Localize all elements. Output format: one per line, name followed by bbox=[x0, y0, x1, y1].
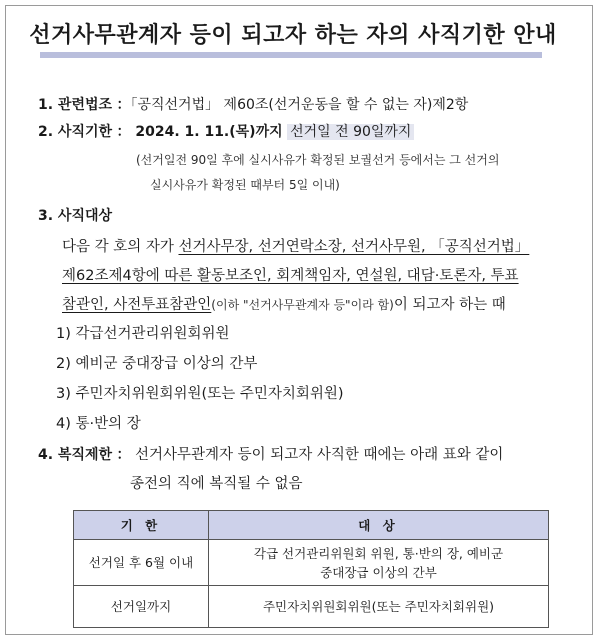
restore-colon: ： bbox=[116, 447, 131, 463]
law-label: 1. 관련법조 bbox=[38, 97, 113, 113]
targets-line-2: 제62조제4항에 따른 활동보조인, 회계책임자, 연설원, 대담·토론자, 투표 bbox=[62, 268, 519, 284]
table-cell-period: 선거일까지 bbox=[74, 586, 209, 628]
targets-line1-underlined: 선거사무장, 선거연락소장, 선거사무원, 「공직선거법」 bbox=[178, 239, 530, 255]
table-header-target: 대 상 bbox=[209, 511, 549, 540]
law-value: 「공직선거법」 제60조(선거운동을 할 수 없는 자)제2항 bbox=[130, 97, 469, 113]
targets-line1-prefix: 다음 각 호의 자가 bbox=[62, 239, 174, 255]
title-underline bbox=[40, 52, 542, 58]
targets-line3-note: (이하 "선거사무관계자 등"이라 함) bbox=[211, 298, 394, 312]
targets-line3-suffix: 이 되고자 하는 때 bbox=[393, 297, 506, 313]
targets-label: 3. 사직대상 bbox=[38, 208, 113, 224]
deadline-value: ： 2024. 1. 11.(목)까지 bbox=[116, 124, 283, 140]
deadline-line bbox=[38, 121, 414, 141]
targets-line-1 bbox=[62, 235, 529, 256]
table-row bbox=[74, 586, 549, 628]
restore-text-1: 선거사무관계자 등이 되고자 사직한 때에는 아래 표와 같이 bbox=[134, 447, 504, 463]
table-cell-target bbox=[209, 586, 549, 628]
law-colon: ： bbox=[116, 97, 131, 113]
law-line bbox=[38, 94, 468, 114]
restore-line-1 bbox=[38, 443, 503, 464]
deadline-label: 2. 사직기한 bbox=[38, 124, 113, 140]
targets-item-3: 3) 주민자치위원회위원(또는 주민자치회위원) bbox=[56, 386, 344, 402]
table-cell-period: 선거일 후 6월 이내 bbox=[74, 540, 209, 586]
targets-line-3 bbox=[62, 293, 506, 314]
page-title: 선거사무관계자 등이 되고자 하는 자의 사직기한 안내 bbox=[29, 23, 557, 48]
deadline-note-2: 실시사유가 확정된 때부터 5일 이내) bbox=[150, 178, 340, 192]
targets-line3-underlined: 참관인, 사전투표참관인 bbox=[62, 297, 212, 313]
table-cell-target-line: 중대장급 이상의 간부 bbox=[320, 564, 437, 580]
targets-item-4: 4) 통·반의 장 bbox=[56, 416, 141, 432]
table-header-period: 기 한 bbox=[74, 511, 209, 540]
restore-label: 4. 복직제한 bbox=[38, 447, 113, 463]
table-cell-target bbox=[209, 540, 549, 586]
targets-item-2: 2) 예비군 중대장급 이상의 간부 bbox=[56, 356, 258, 372]
table-header-row bbox=[74, 511, 549, 540]
restore-table bbox=[73, 510, 549, 628]
table-cell-target-line: 주민자치위원회위원(또는 주민자치회위원) bbox=[262, 599, 495, 614]
deadline-highlight: 선거일 전 90일까지 bbox=[287, 124, 414, 140]
deadline-note-1: (선거일전 90일 후에 실시사유가 확정된 보궐선거 등에서는 그 선거의 bbox=[136, 153, 500, 167]
targets-item-1: 1) 각급선거관리위원회위원 bbox=[56, 326, 230, 342]
table-row bbox=[74, 540, 549, 586]
table-cell-target-line: 각급 선거관리위원회 위원, 통·반의 장, 예비군 bbox=[253, 545, 504, 561]
restore-text-2: 종전의 직에 복직될 수 없음 bbox=[130, 476, 303, 492]
